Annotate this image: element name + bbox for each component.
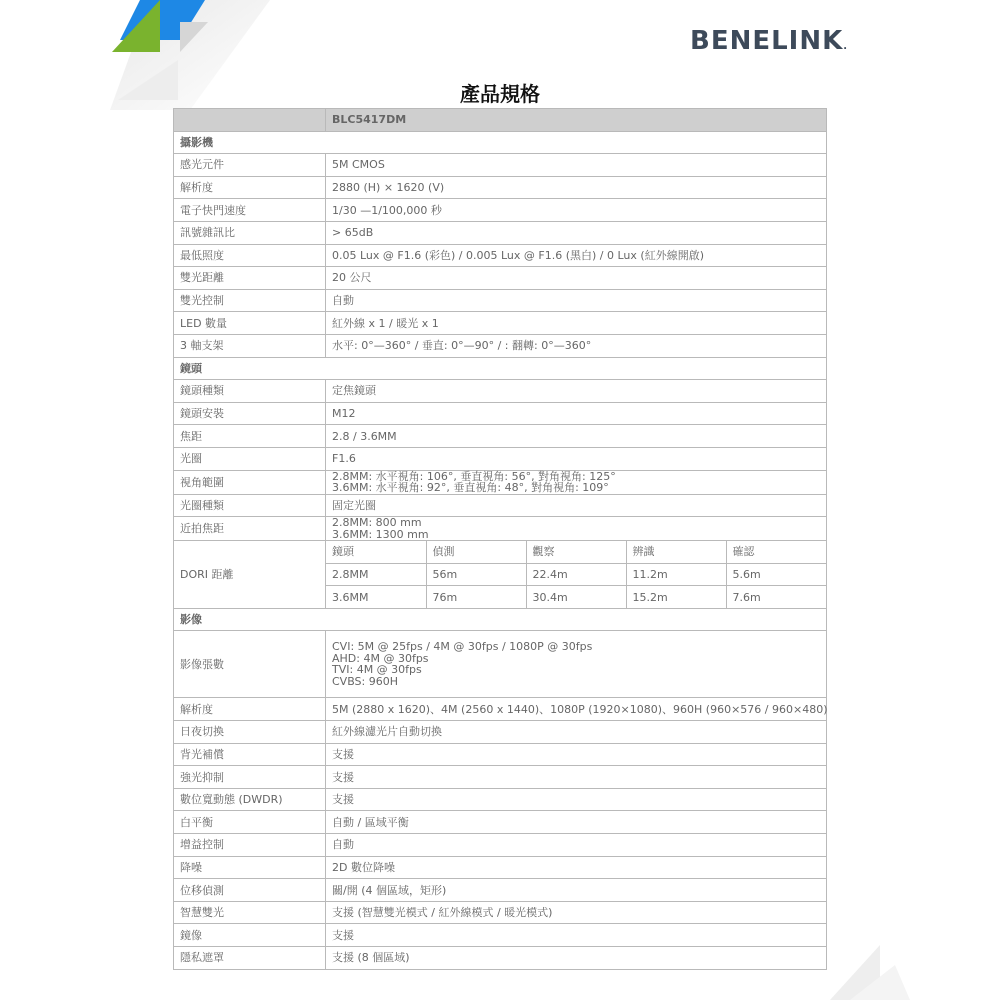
spec-row-dori — [174, 541, 827, 564]
spec-row — [174, 901, 827, 924]
dori-header-row — [326, 541, 826, 563]
spec-label: 雙光距離 — [174, 267, 326, 290]
section-lens — [174, 357, 827, 380]
spec-value: 支援 — [326, 766, 827, 789]
spec-label: 背光補償 — [174, 743, 326, 766]
spec-value: 支援 — [326, 924, 827, 947]
dori-cell: 5.6m — [726, 564, 826, 586]
stream-line: AHD: 4M @ 30fps — [332, 651, 429, 665]
spec-row-focus — [174, 517, 827, 541]
spec-row-stream — [174, 631, 827, 698]
spec-row — [174, 766, 827, 789]
spec-label: 解析度 — [174, 698, 326, 721]
dori-header-cell: 觀察 — [526, 541, 626, 563]
section-image — [174, 608, 827, 631]
spec-value: 自動 / 區域平衡 — [326, 811, 827, 834]
spec-value: 支援 (智慧雙光模式 / 紅外線模式 / 暖光模式) — [326, 901, 827, 924]
spec-value: 固定光圈 — [326, 494, 827, 517]
section-title: 鏡頭 — [174, 357, 827, 380]
spec-value: 自動 — [326, 289, 827, 312]
spec-label: 光圈 — [174, 447, 326, 470]
spec-row — [174, 834, 827, 857]
dori-cell: 7.6m — [726, 586, 826, 608]
spec-label: 鏡頭安裝 — [174, 402, 326, 425]
stream-line: CVI: 5M @ 25fps / 4M @ 30fps / 1080P @ 30fps — [332, 640, 593, 654]
spec-value: 紅外線濾光片自動切換 — [326, 721, 827, 744]
spec-value-focus — [326, 517, 827, 541]
dori-row-table — [326, 564, 826, 586]
spec-label: 感光元件 — [174, 154, 326, 177]
spec-value: 關/開 (4 個區域，矩形) — [326, 879, 827, 902]
spec-label: 強光抑制 — [174, 766, 326, 789]
spec-label: 降噪 — [174, 856, 326, 879]
dori-cell: 22.4m — [526, 564, 626, 586]
spec-value: 2D 數位降噪 — [326, 856, 827, 879]
spec-value: 2.8 / 3.6MM — [326, 425, 827, 448]
spec-row — [174, 199, 827, 222]
spec-value: F1.6 — [326, 447, 827, 470]
fov-line: 3.6MM: 水平視角: 92°, 垂直視角: 48°, 對角視角: 109° — [332, 481, 609, 494]
spec-label: 訊號雜訊比 — [174, 221, 326, 244]
stream-line: CVBS: 960H — [332, 674, 399, 688]
spec-table — [173, 108, 827, 970]
spec-label: 數位寬動態 (DWDR) — [174, 788, 326, 811]
dori-cell: 76m — [426, 586, 526, 608]
spec-label: 最低照度 — [174, 244, 326, 267]
header-blank — [174, 109, 326, 132]
dori-cell: 30.4m — [526, 586, 626, 608]
spec-label: LED 數量 — [174, 312, 326, 335]
dori-cell: 2.8MM — [326, 564, 426, 586]
spec-row — [174, 402, 827, 425]
spec-value: 0.05 Lux @ F1.6 (彩色) / 0.005 Lux @ F1.6 (黑白) / 0 Lux (紅外線開啟) — [326, 244, 827, 267]
spec-row — [174, 788, 827, 811]
spec-label: 鏡像 — [174, 924, 326, 947]
spec-row — [174, 267, 827, 290]
spec-row — [174, 244, 827, 267]
spec-row — [174, 289, 827, 312]
spec-row — [174, 856, 827, 879]
page-title: 產品規格 — [460, 82, 540, 106]
camera-rows — [174, 154, 827, 357]
model-header-row — [174, 109, 827, 132]
spec-row — [174, 698, 827, 721]
spec-row — [174, 154, 827, 177]
spec-value: 支援 — [326, 788, 827, 811]
focus-line: 2.8MM: 800 mm — [332, 516, 422, 530]
dori-header-cell: 鏡頭 — [326, 541, 426, 563]
brand-logo: BENELINK. — [690, 26, 848, 56]
dori-data-row — [326, 586, 826, 608]
spec-label: 日夜切換 — [174, 721, 326, 744]
model-name: BLC5417DM — [326, 109, 827, 132]
spec-row — [174, 924, 827, 947]
dori-header-cell: 偵測 — [426, 541, 526, 563]
section-title: 攝影機 — [174, 131, 827, 154]
green-shape — [112, 0, 160, 52]
spec-row — [174, 221, 827, 244]
spec-row — [174, 947, 827, 970]
spec-label: 鏡頭種類 — [174, 380, 326, 403]
spec-label: 解析度 — [174, 176, 326, 199]
spec-label: 影像張數 — [174, 631, 326, 698]
spec-row — [174, 721, 827, 744]
spec-value-fov — [326, 470, 827, 494]
dori-row-cell — [326, 563, 827, 586]
spec-label: 白平衡 — [174, 811, 326, 834]
dori-row-cell — [326, 586, 827, 609]
dori-header-table — [326, 541, 826, 563]
spec-row — [174, 380, 827, 403]
spec-value: 5M (2880 x 1620)、4M (2560 x 1440)、1080P (1920×1080)、960H (960×576 / 960×480) — [326, 698, 827, 721]
dori-cell: 15.2m — [626, 586, 726, 608]
spec-label: DORI 距離 — [174, 541, 326, 609]
spec-label: 視角範圍 — [174, 470, 326, 494]
spec-value: 1/30 —1/100,000 秒 — [326, 199, 827, 222]
spec-value: > 65dB — [326, 221, 827, 244]
dori-cell: 56m — [426, 564, 526, 586]
spec-label: 電子快門速度 — [174, 199, 326, 222]
spec-label: 光圈種類 — [174, 494, 326, 517]
spec-row-fov — [174, 470, 827, 494]
section-camera — [174, 131, 827, 154]
spec-row-iris — [174, 494, 827, 517]
spec-value: 定焦鏡頭 — [326, 380, 827, 403]
spec-label: 位移偵測 — [174, 879, 326, 902]
dori-row-table — [326, 586, 826, 608]
spec-value: 20 公尺 — [326, 267, 827, 290]
dori-cell: 3.6MM — [326, 586, 426, 608]
spec-label: 隱私遮罩 — [174, 947, 326, 970]
spec-label: 焦距 — [174, 425, 326, 448]
spec-row — [174, 312, 827, 335]
dori-cell: 11.2m — [626, 564, 726, 586]
spec-row — [174, 447, 827, 470]
spec-value: 支援 (8 個區域) — [326, 947, 827, 970]
spec-value: 5M CMOS — [326, 154, 827, 177]
spec-value: 水平: 0°—360° / 垂直: 0°—90° / : 翻轉: 0°—360° — [326, 334, 827, 357]
fov-line: 2.8MM: 水平視角: 106°, 垂直視角: 56°, 對角視角: 125° — [332, 469, 616, 483]
dori-header-cell: 辨識 — [626, 541, 726, 563]
spec-label: 雙光控制 — [174, 289, 326, 312]
spec-value: 支援 — [326, 743, 827, 766]
spec-row — [174, 811, 827, 834]
spec-row — [174, 879, 827, 902]
dori-header — [326, 541, 827, 564]
spec-label: 增益控制 — [174, 834, 326, 857]
spec-value: 2880 (H) × 1620 (V) — [326, 176, 827, 199]
spec-label: 3 軸支架 — [174, 334, 326, 357]
spec-value: 紅外線 x 1 / 暖光 x 1 — [326, 312, 827, 335]
spec-row — [174, 425, 827, 448]
lens-rows — [174, 380, 827, 470]
spec-row — [174, 743, 827, 766]
image-rows — [174, 698, 827, 969]
section-title: 影像 — [174, 608, 827, 631]
spec-value: M12 — [326, 402, 827, 425]
spec-value: 自動 — [326, 834, 827, 857]
spec-value-stream — [326, 631, 827, 698]
dori-data-row — [326, 564, 826, 586]
stream-line: TVI: 4M @ 30fps — [332, 663, 422, 677]
spec-row — [174, 176, 827, 199]
spec-row — [174, 334, 827, 357]
spec-label: 智慧雙光 — [174, 901, 326, 924]
focus-line: 3.6MM: 1300 mm — [332, 527, 429, 541]
spec-label: 近拍焦距 — [174, 517, 326, 541]
dori-header-cell: 確認 — [726, 541, 826, 563]
